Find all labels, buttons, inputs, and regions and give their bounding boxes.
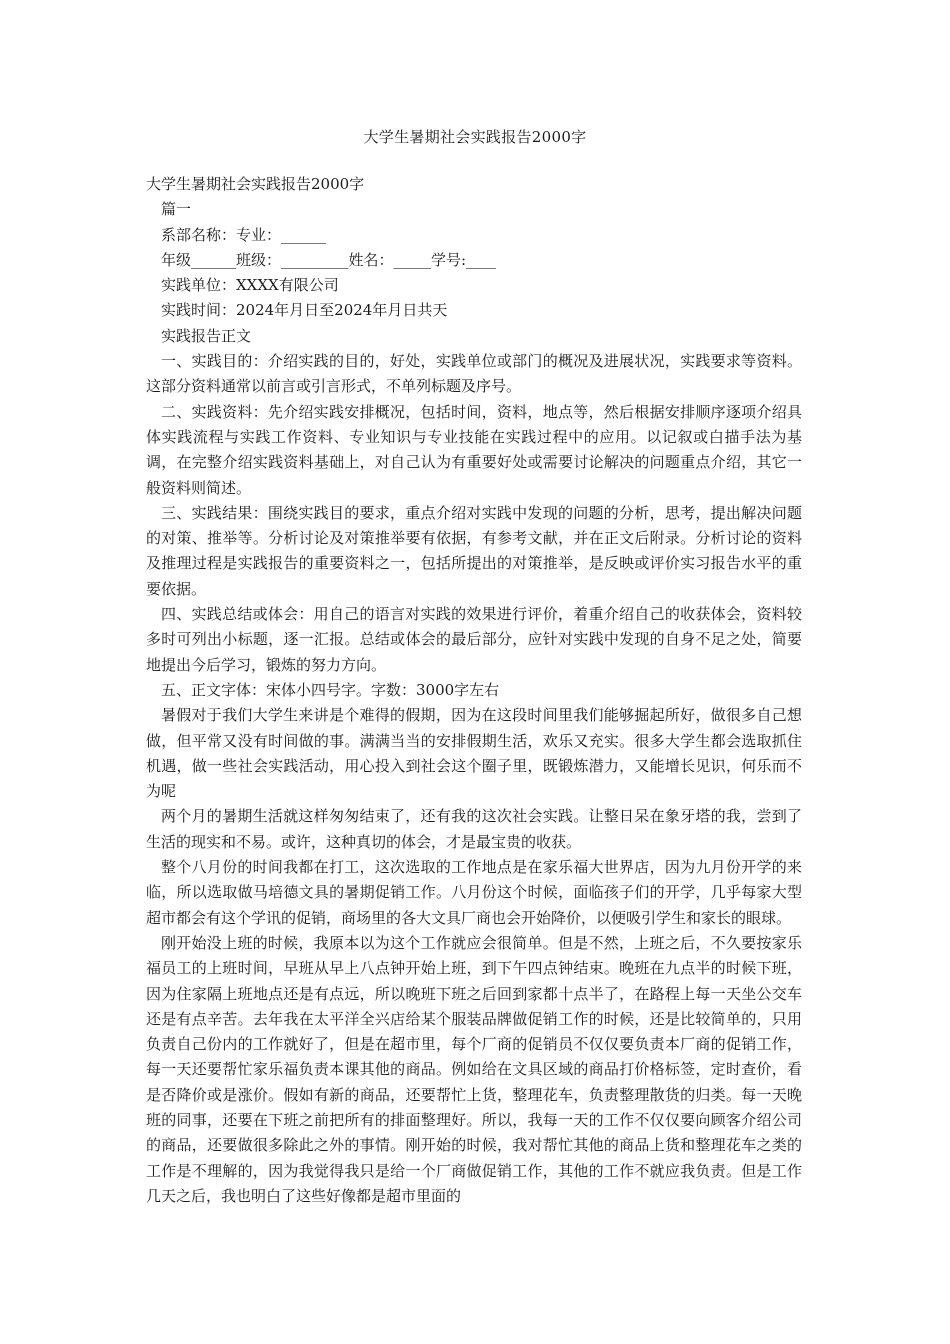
document-heading: 大学生暑期社会实践报告2000字 [146,175,365,193]
document-body [146,172,802,1209]
report-body-label: 实践报告正文 [161,326,252,345]
field-dept-major: 系部名称：专业：______ [161,225,327,244]
field-practice-time: 实践时间：2024年月日至2024年月日共天 [161,301,448,320]
paragraph: 两个月的暑期生活就这样匆匆结束了，还有我的这次社会实践。让整日呆在象牙塔的我，尝到了生活的现实和不易。或许，这种真切的体会，才是最宝贵的收获。 [146,807,802,851]
field-grade-class-name-id: 年级______班级：_________姓名：_____学号:____ [161,250,497,269]
paragraph: 暑假对于我们大学生来讲是个难得的假期，因为在这段时间里我们能够掘起所好，做很多自己想做，但平常又没有时间做的事。满满当当的安排假期生活，欢乐又充实。很多大学生都会选取抓住机遇，做一些社会实践活动，用心投入到社会这个圈子里，既锻炼潜力，又能增长见识，何乐而不为呢 [146,706,802,801]
paragraph: 二、实践资料：先介绍实践安排概况，包括时间，资料，地点等，然后根据安排顺序逐项介绍具体实践流程与实践工作资料、专业知识与专业技能在实践过程中的应用。以记叙或白描手法为基调，在完整介绍实践资料基础上，对自己认为有重要好处或需要讨论解决的问题重点介绍，其它一般资料则简述。 [146,402,802,497]
paragraph: 四、实践总结或体会：用自己的语言对实践的效果进行评价，着重介绍自己的收获体会，资料较多时可列出小标题，逐一汇报。总结或体会的最后部分，应针对实践中发现的自身不足之处，简要地提出今后学习，锻炼的努力方向。 [146,605,802,674]
paragraph: 五、正文字体：宋体小四号字。字数：3000字左右 [161,680,500,699]
paragraph: 一、实践目的：介绍实践的目的，好处，实践单位或部门的概况及进展状况，实践要求等资料。这部分资料通常以前言或引言形式，不单列标题及序号。 [146,352,802,396]
paragraph: 刚开始没上班的时候，我原本以为这个工作就应会很简单。但是不然，上班之后，不久要按家乐福员工的上班时间，早班从早上八点钟开始上班，到下午四点钟结束。晚班在九点半的时候下班，因为住家隔上班地点还是有点远，所以晚班下班之后回到家都十点半了，在路程上每一天坐公交车还是有点辛苦。去年我在太平洋全兴店给某个服装品牌做促销工作的时候，还是比较简单的，只用负责自己份内的工作就好了，但是在超市里，每个厂商的促销员不仅仅要负责本厂商的促销工作，每一天还要帮忙家乐福负责本课其他的商品。例如给在文具区域的商品打价格标签，定时查价，看是否降价或是涨价。假如有新的商品，还要帮忙上货，整理花车，负责整理散货的归类。每一天晚班的同事，还要在下班之前把所有的排面整理好。所以，我每一天的工作不仅仅要向顾客介绍公司的商品，还要做很多除此之外的事情。刚开始的时候，我对帮忙其他的商品上货和整理花车之类的工作是不理解的，因为我觉得我只是给一个厂商做促销工作，其他的工作不就应我负责。但是工作几天之后，我也明白了这些好像都是超市里面的 [146,933,802,1205]
document-title: 大学生暑期社会实践报告2000字 [363,128,587,146]
section-label: 篇一 [161,200,192,219]
paragraph: 整个八月份的时间我都在打工，这次选取的工作地点是在家乐福大世界店，因为九月份开学的来临，所以选取做马培德文具的暑期促销工作。八月份这个时候，面临孩子们的开学，几乎每家大型超市都会有这个学讯的促销，商场里的各大文具厂商也会开始降价，以便吸引学生和家长的眼球。 [146,858,802,927]
paragraph: 三、实践结果：围绕实践目的要求，重点介绍对实践中发现的问题的分析，思考，提出解决问题的对策、推举等。分析讨论及对策推举要有依据，有参考文献，并在正文后附录。分析讨论的资料及推理过程是实践报告的重要资料之一，包括所提出的对策推举，是反映或评价实习报告水平的重要依据。 [146,503,802,598]
field-practice-unit: 实践单位：XXXX有限公司 [161,276,339,295]
